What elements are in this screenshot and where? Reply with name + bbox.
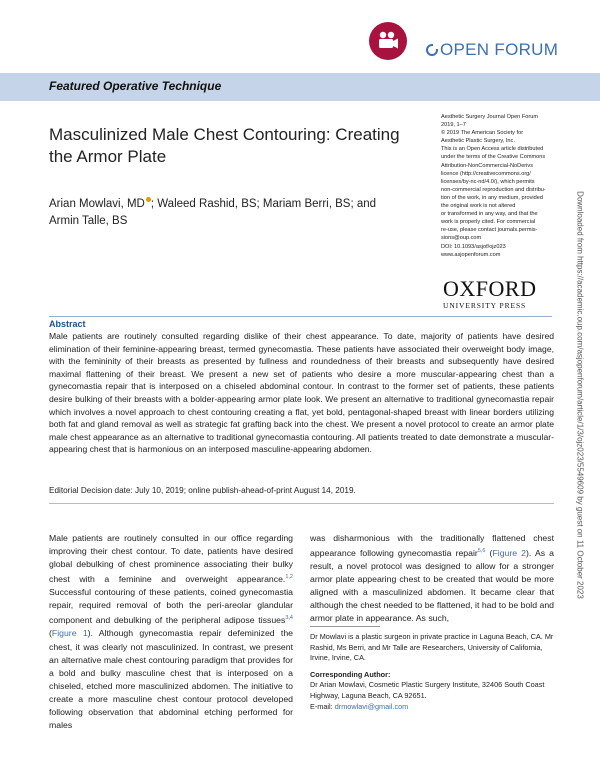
section-label: Featured Operative Technique (49, 79, 222, 93)
corresponding-address: Dr Arian Mowlavi, Cosmetic Plastic Surgery Institute, 32406 South Coast Highway, Laguna Beach, CA 92651. (310, 680, 545, 700)
meta-line: licence (http://creativecommons.org/ (441, 170, 531, 177)
journal-logo-badge (369, 22, 407, 60)
figure-link[interactable]: Figure 2 (492, 547, 527, 558)
meta-line: sions@oup.com (441, 235, 482, 242)
figure-link[interactable]: Figure 1 (51, 628, 88, 639)
editorial-dates: Editorial Decision date: July 10, 2019; online publish-ahead-of-print August 14, 2019. (49, 486, 356, 495)
editorial-divider (49, 503, 554, 504)
video-camera-icon (376, 30, 400, 52)
citation-link[interactable]: 5,6 (477, 548, 486, 555)
citation-link[interactable]: 1,2 (285, 574, 293, 581)
footnote (310, 632, 555, 712)
meta-line: under the terms of the Creative Commons (441, 154, 546, 161)
body-text: ). Although gynecomastia repair defeminized the chest, it was clearly not masculinized. In contrast, we present an alternative male chest contouring paradigm that provides for a bold and bulky masculine chest that is interposed on a chiseled, etched more masculinized abdomen. The initiative to create a more masculine chest contour protocol developed following observation that abdominal etching performed for males (49, 628, 293, 731)
open-forum-brand (426, 40, 558, 60)
download-sidebar (574, 190, 586, 600)
corresponding-heading: Corresponding Author: (310, 669, 391, 679)
body-paragraph (49, 532, 293, 732)
body-column-left (49, 532, 293, 732)
co-authors: ; Waleed Rashid, BS; Mariam Berri, BS; and Armin Talle, BS (49, 198, 377, 227)
meta-line: re-use, please contact journals.permis- (441, 227, 538, 234)
publisher-subtitle: UNIVERSITY PRESS (443, 301, 527, 310)
meta-website[interactable]: www.asjopenforum.com (441, 251, 501, 258)
email-link[interactable]: drmowlavi@gmail.com (334, 701, 409, 711)
body-text: Successful contouring of these patients, coined gynecomastia repair, required removal of both the peri-areolar glandular component and debulking of the peripheral adipose tissues (49, 587, 293, 626)
meta-line: © 2019 The American Society for (441, 130, 524, 137)
meta-line: Aesthetic Plastic Surgery, Inc. (441, 138, 515, 145)
download-notice: Downloaded from https://academic.oup.com/asjopenforum/article/1/3/ojz023/5549609 by guest on 11 October 2023 (575, 191, 585, 599)
body-text: was disharmonious with the traditionally flattened chest appearance following gynecomastia repair (310, 533, 554, 558)
footnote-divider (310, 626, 380, 627)
publisher-name: OXFORD (443, 276, 537, 301)
meta-line: Attribution-NonCommercial-NoDerivs (441, 162, 534, 169)
article-title: Masculinized Male Chest Contouring: Creating the Armor Plate (49, 125, 400, 166)
publisher-logo (443, 278, 553, 310)
abstract-divider (49, 316, 552, 317)
citation-link[interactable]: 3,4 (285, 615, 293, 622)
brand-text: OPEN FORUM (440, 40, 559, 59)
body-column-right (310, 532, 554, 626)
meta-doi[interactable]: DOI: 10.1093/asjof/ojz023 (441, 243, 506, 250)
journal-meta (441, 113, 553, 259)
meta-line: or transformed in any way, and that the (441, 211, 538, 218)
abstract-text: Male patients are routinely consulted regarding dislike of their chest appearance. To date, majority of patients have desired elimination of their feminine-appearing breast, termed gynecomastia. These patients have associated their overweight body image, with the femininity of their breasts as presented by fullness and roundedness of their breasts and subsequently have desired maximal flattening of their breast. We present a new set of patients who desire a more muscular-appearing chest than a gynecomastia repair that is interposed on a chiseled abdominal contour. In contrast to the former set of patients, these patients desire bulking of their breasts with a bolder-appearing armor plate look. We present an alternative to traditional gynecomastia repair which involves a novel approach to chest contouring creating a flat, yet bold, pentagonal-shaped breast with linear borders utilizing both fat and gland removal as well as strategic fat grafting back into the chest. We present a novel protocol to create an armor plate male chest appearance as an alternative to traditional gynecomastia contouring. All patients treated to date demonstrate a muscular-appearing chest that is harmonious on an interposed masculine-appearing abdomen. (49, 331, 554, 455)
body-text: ( (485, 547, 493, 558)
affiliation-note: Dr Mowlavi is a plastic surgeon in private practice in Laguna Beach, CA. Mr Rashid, Ms Berri, and Mr Talle are Researchers, University of California, Irvine, Irvine, CA. (310, 632, 554, 663)
email-label: E-mail: (310, 701, 335, 711)
body-paragraph (310, 532, 554, 626)
meta-line: Aesthetic Surgery Journal Open Forum (441, 114, 539, 120)
meta-line: the original work is not altered (441, 203, 516, 210)
meta-line: work is properly cited. For commercial (441, 219, 536, 226)
body-text: ). As a result, a novel protocol was designed to allow for a stronger armor plate appearing chest to be created that would be more aligned with a masculinized abdomen. It became clear that although the chest needed to be flattened, it had to be bold and armor plate in appearance. As such, (310, 547, 555, 624)
meta-line: 2019, 1–7 (441, 122, 466, 129)
lead-author: Arian Mowlavi, MD (49, 198, 145, 210)
body-text: ( (49, 628, 52, 639)
author-list (49, 196, 389, 230)
meta-line: licenses/by-nc-nd/4.0/), which permits (441, 178, 535, 185)
abstract-heading: Abstract (49, 319, 86, 329)
body-text: Male patients are routinely consulted in our office regarding improving their chest contour. To date, patients have desired global debulking of chest prominence associating their bulky chest with a feminine and overweight appearance. (49, 533, 293, 585)
meta-line: non-commercial reproduction and distribu- (441, 186, 546, 193)
meta-line: tion of the work, in any medium, provided (441, 194, 543, 201)
meta-line: This is an Open Access article distributed (441, 146, 544, 153)
open-forum-logo-icon (426, 44, 438, 56)
